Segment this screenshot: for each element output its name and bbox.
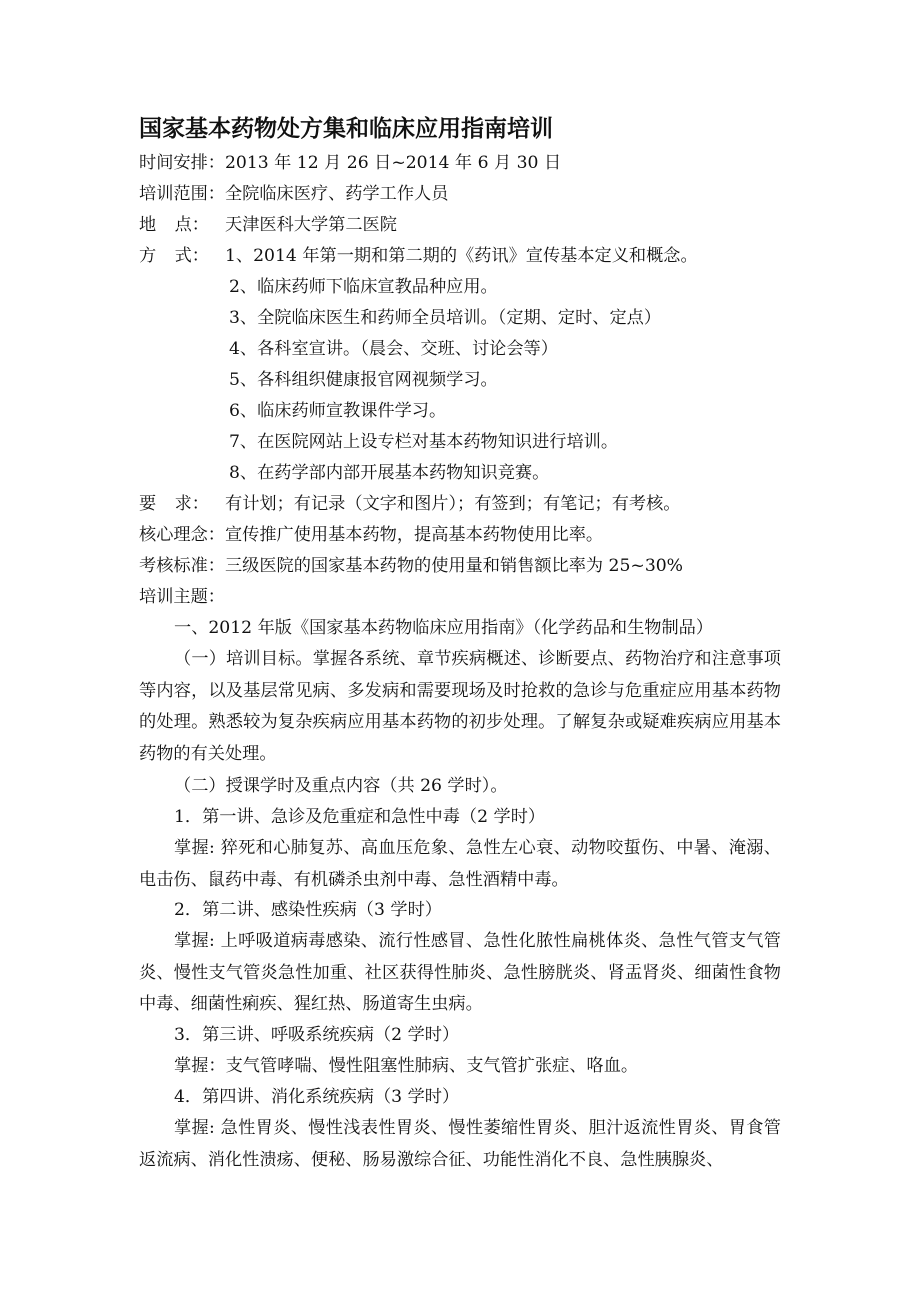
standard-label: 考核标准： bbox=[139, 556, 225, 576]
location-label: 地 点： bbox=[139, 215, 209, 235]
method-label: 方 式： bbox=[139, 246, 209, 266]
method-item: 7、在医院网站上设专栏对基本药物知识进行培训。 bbox=[229, 432, 619, 452]
method-item: 1、2014 年第一期和第二期的《药讯》宣传基本定义和概念。 bbox=[225, 246, 698, 266]
lecture-content: 掌握: 猝死和心肺复苏、高血压危象、急性左心衰、动物咬蜇伤、中暑、淹溺、电击伤、鼠药中毒、有机磷杀虫剂中毒、急性酒精中毒。 bbox=[139, 838, 781, 890]
scope-label: 培训范围： bbox=[139, 184, 225, 204]
requirement-value: 有计划；有记录（文字和图片）；有签到；有笔记；有考核。 bbox=[225, 494, 681, 514]
requirement-line bbox=[139, 489, 680, 520]
lecture-content: 掌握: 急性胃炎、慢性浅表性胃炎、慢性萎缩性胃炎、胆汁返流性胃炎、胃食管返流病、消化性溃疡、便秘、肠易激综合征、功能性消化不良、急性胰腺炎、 bbox=[139, 1118, 781, 1170]
location-line bbox=[139, 210, 397, 241]
schedule-line bbox=[139, 148, 561, 179]
standard-line bbox=[139, 551, 683, 582]
lecture-content: 掌握: 上呼吸道病毒感染、流行性感冒、急性化脓性扁桃体炎、急性气管支气管炎、慢性支气管炎急性加重、社区获得性肺炎、急性膀胱炎、肾盂肾炎、细菌性食物中毒、细菌性痢疾、猩红热、肠道寄生虫病。 bbox=[139, 931, 781, 1014]
core-line bbox=[139, 520, 603, 551]
core-label: 核心理念： bbox=[139, 525, 225, 545]
location-value: 天津医科大学第二医院 bbox=[225, 215, 397, 235]
method-item: 5、各科组织健康报官网视频学习。 bbox=[229, 370, 498, 390]
training-goal-paragraph: （一）培训目标。掌握各系统、章节疾病概述、诊断要点、药物治疗和注意事项等内容，以及基层常见病、多发病和需要现场及时抢救的急诊与危重症应用基本药物的处理。熟悉较为复杂疾病应用基本药物的初步处理。了解复杂或疑难疾病应用基本药物的有关处理。 bbox=[139, 649, 781, 764]
method-item: 8、在药学部内部开展基本药物知识竞赛。 bbox=[229, 463, 550, 483]
method-item: 3、全院临床医生和药师全员培训。（定期、定时、定点） bbox=[229, 308, 662, 328]
requirement-label: 要 求： bbox=[139, 494, 209, 514]
topic-label: 培训主题： bbox=[139, 587, 225, 607]
schedule-value: 2013 年 12 月 26 日~2014 年 6 月 30 日 bbox=[224, 153, 562, 173]
lecture-heading: 2．第二讲、感染性疾病（3 学时） bbox=[174, 900, 442, 920]
section-heading: 一、2012 年版《国家基本药物临床应用指南》（化学药品和生物制品） bbox=[174, 618, 714, 638]
method-item: 2、临床药师下临床宣教品种应用。 bbox=[229, 277, 498, 297]
lecture-heading: 4．第四讲、消化系统疾病（3 学时） bbox=[174, 1087, 460, 1107]
lecture-content: 掌握：支气管哮喘、慢性阻塞性肺病、支气管扩张症、咯血。 bbox=[174, 1056, 639, 1076]
method-item: 6、临床药师宣教课件学习。 bbox=[229, 401, 447, 421]
method-line bbox=[139, 241, 698, 272]
scope-value: 全院临床医疗、药学工作人员 bbox=[224, 184, 449, 204]
lecture-heading: 1．第一讲、急诊及危重症和急性中毒（2 学时） bbox=[174, 807, 546, 827]
standard-value: 三级医院的国家基本药物的使用量和销售额比率为 25~30% bbox=[224, 556, 684, 576]
lecture-heading: 3．第三讲、呼吸系统疾病（2 学时） bbox=[174, 1025, 460, 1045]
hours-heading: （二）授课学时及重点内容（共 26 学时）。 bbox=[174, 776, 508, 796]
core-value: 宣传推广使用基本药物，提高基本药物使用比率。 bbox=[224, 525, 604, 545]
method-item: 4、各科室宣讲。（晨会、交班、讨论会等） bbox=[229, 339, 558, 359]
scope-line bbox=[139, 179, 448, 210]
document-title: 国家基本药物处方集和临床应用指南培训 bbox=[139, 116, 553, 142]
schedule-label: 时间安排： bbox=[139, 153, 225, 173]
